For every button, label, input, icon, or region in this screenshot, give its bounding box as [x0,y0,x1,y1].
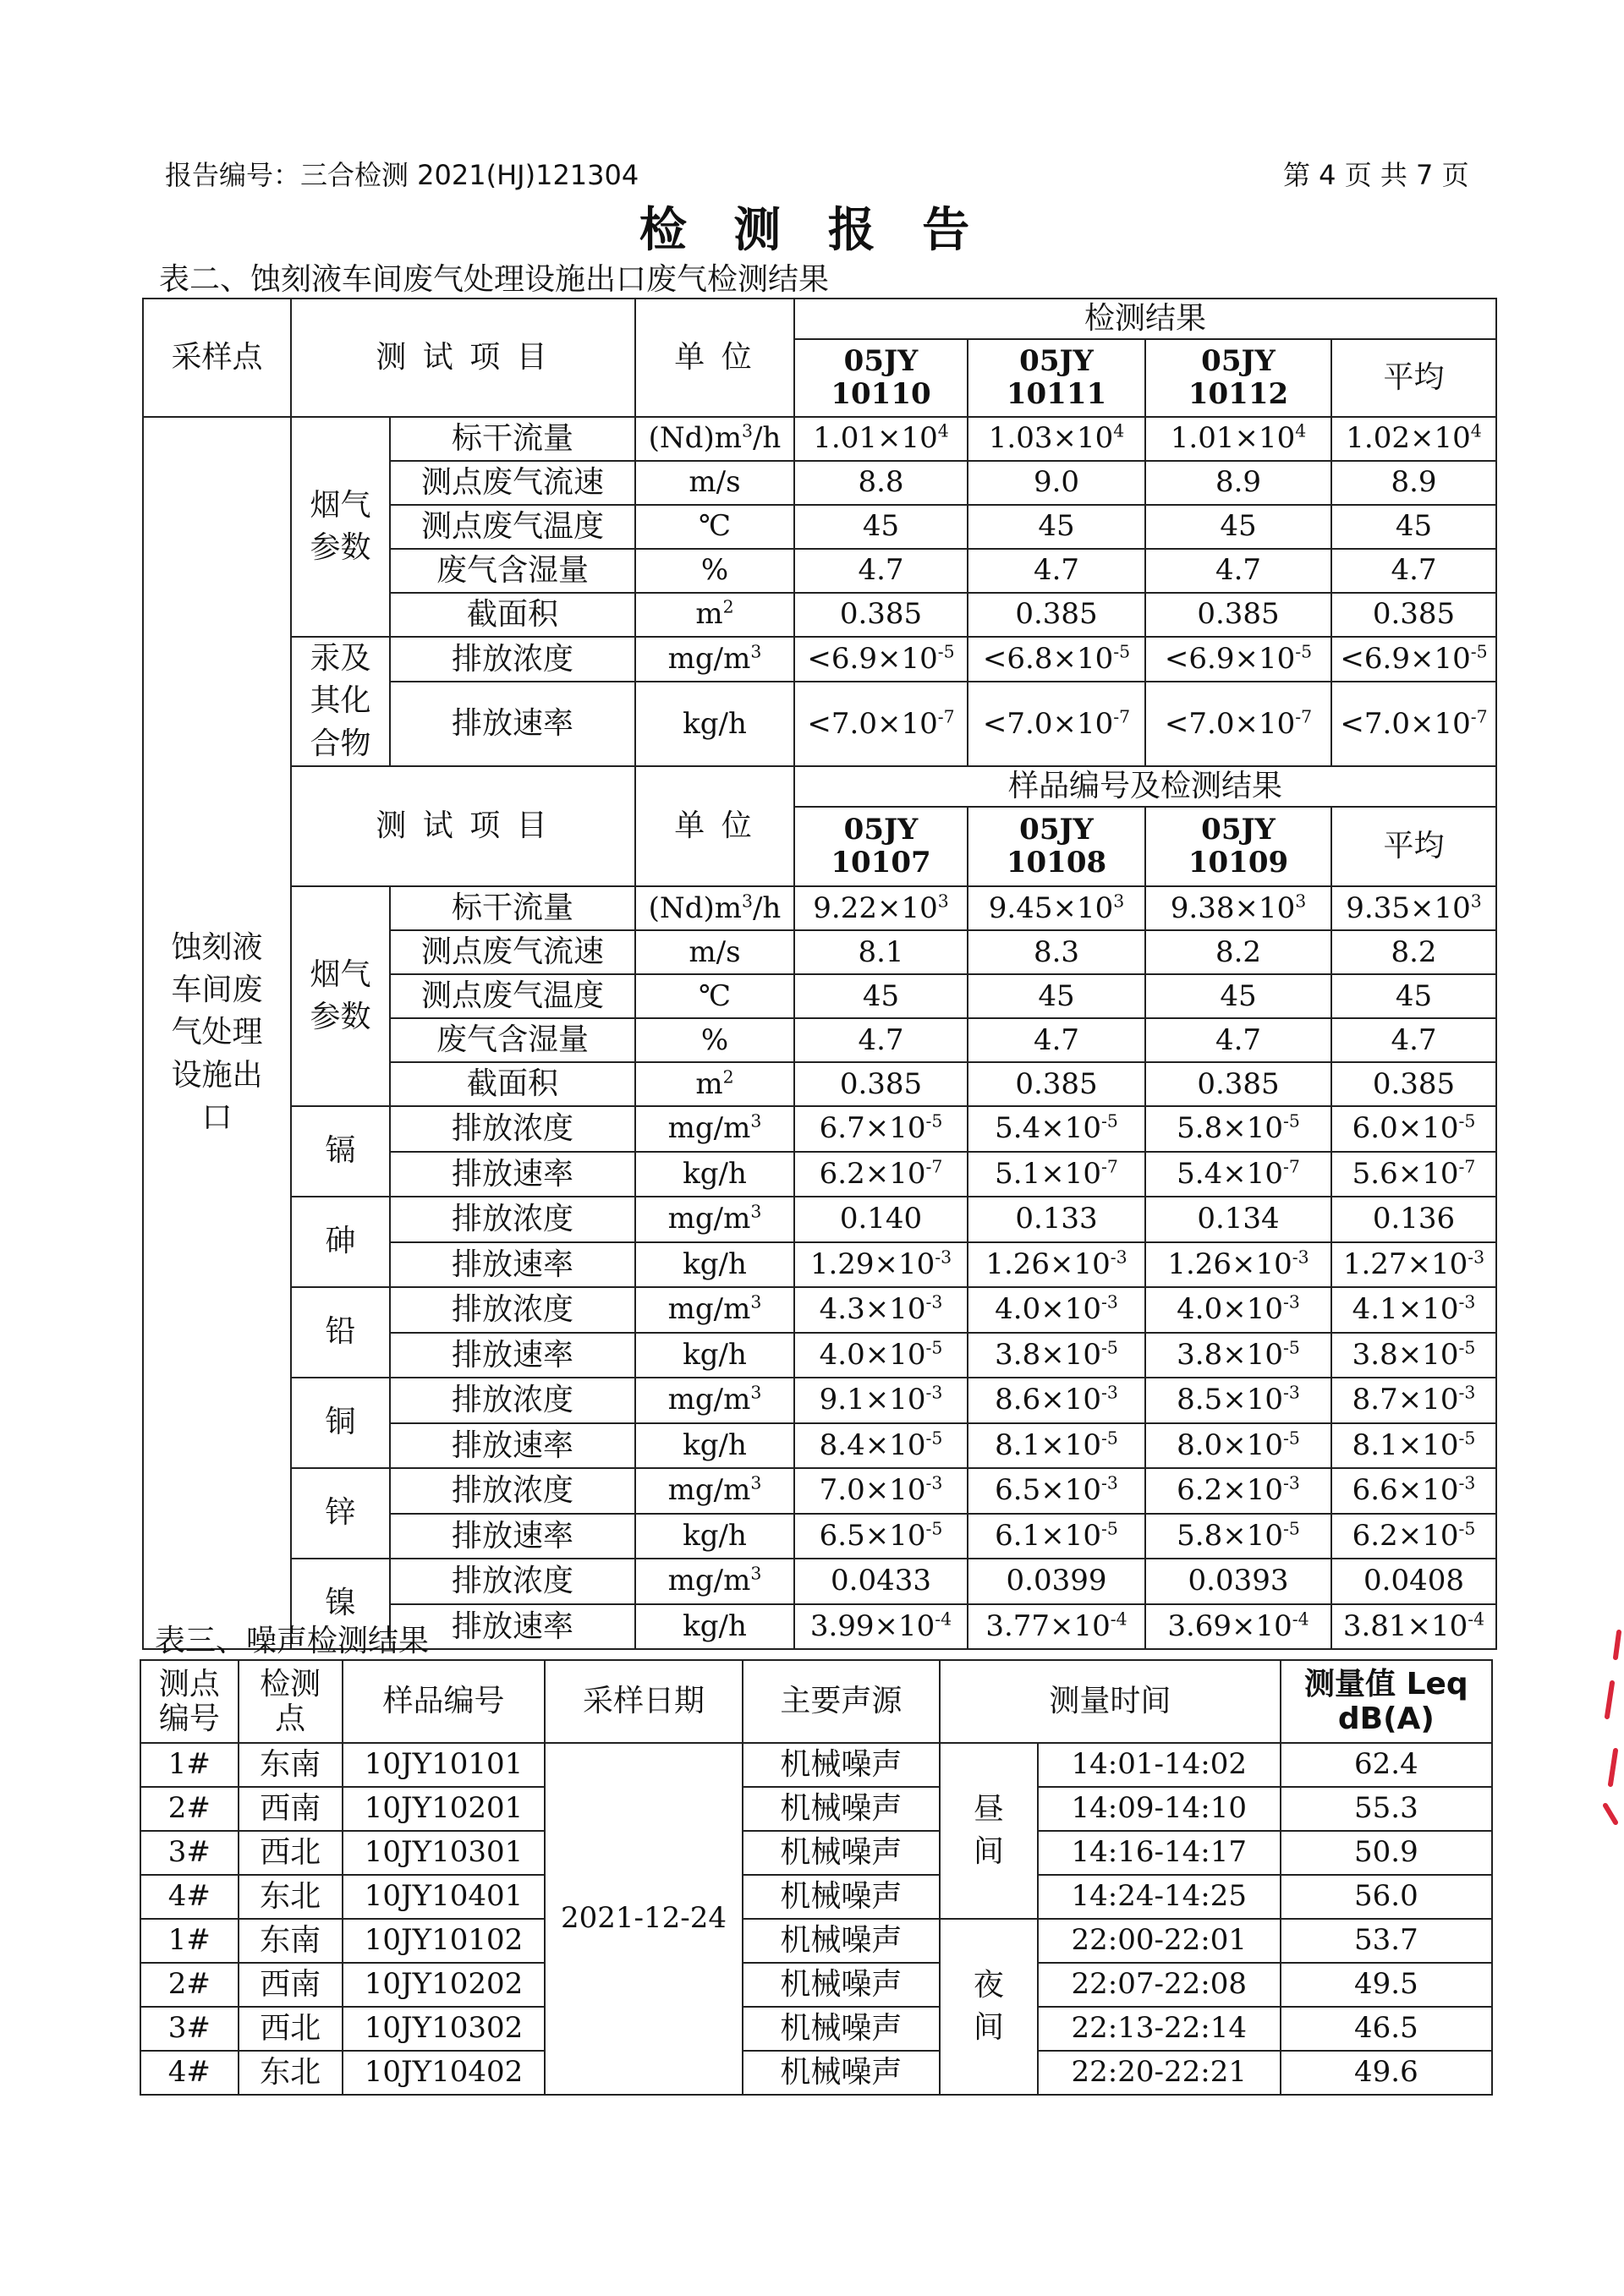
result-value: $1.26\times 10^{-3}$ [1145,1242,1331,1288]
parameter-group: 镉 [291,1106,390,1197]
result-value: $4.0\times 10^{-5}$ [794,1333,968,1378]
table-row [140,1743,1492,1787]
test-item: 排放浓度 [390,1559,635,1604]
col-header-unit-2: 单 位 [635,766,794,886]
result-value: $3.99\times 10^{-4}$ [794,1604,968,1650]
point-location: 西南 [239,1963,343,2007]
unit: $mg/m^3$ [635,1559,794,1604]
parameter-group: 砷 [291,1197,390,1287]
point-location: 西北 [239,2007,343,2051]
sample-no: 10JY10101 [343,1743,546,1787]
col-header-point-no: 测点 编号 [140,1660,239,1743]
point-location: 东北 [239,1875,343,1919]
measure-time: 22:00-22:01 [1038,1919,1281,1963]
result-value: $3.81\times 10^{-4}$ [1331,1604,1496,1650]
col-header-site: 采样点 [143,299,291,417]
result-value: $<6.9\times 10^{-5}$ [1145,637,1331,682]
result-value: $6.1\times 10^{-5}$ [968,1514,1145,1559]
col-header-time: 测量时间 [940,1660,1281,1743]
result-value: $3.8\times 10^{-5}$ [1331,1333,1496,1378]
result-value: 45 [968,974,1145,1018]
sampling-site: 蚀刻液车间废气处理设施出口 [143,417,291,1649]
unit: $m^2$ [635,593,794,637]
unit: $mg/m^3$ [635,1468,794,1514]
sample-no: 10JY10302 [343,2007,546,2051]
parameter-group: 铅 [291,1287,390,1378]
leq-value: 50.9 [1281,1831,1492,1875]
test-item: 排放速率 [390,682,635,766]
result-value: $1.01\times 10^4$ [1145,417,1331,461]
result-value: $1.29\times 10^{-3}$ [794,1242,968,1288]
sample-id: 05JY 10111 [968,339,1145,417]
point-no: 1# [140,1919,239,1963]
col-header-avg: 平均 [1331,339,1496,417]
table3-caption: 表三、噪声检测结果 [155,1624,430,1658]
result-value: 4.7 [1331,1018,1496,1062]
test-item: 废气含湿量 [390,549,635,593]
table-row [140,1919,1492,1963]
result-value: $5.8\times 10^{-5}$ [1145,1106,1331,1152]
sample-no: 10JY10202 [343,1963,546,2007]
noise-source: 机械噪声 [743,1787,940,1831]
leq-value: 53.7 [1281,1919,1492,1963]
measure-time: 14:16-14:17 [1038,1831,1281,1875]
result-value: $1.03\times 10^4$ [968,417,1145,461]
result-value: 4.7 [1331,549,1496,593]
noise-table [140,1659,1493,2096]
result-value: $1.26\times 10^{-3}$ [968,1242,1145,1288]
measure-time: 14:09-14:10 [1038,1787,1281,1831]
point-location: 西北 [239,1831,343,1875]
point-no: 2# [140,1787,239,1831]
result-value: 4.7 [794,1018,968,1062]
table-row [140,2051,1492,2095]
sample-no: 10JY10201 [343,1787,546,1831]
test-item: 排放速率 [390,1152,635,1197]
result-value: 4.7 [794,549,968,593]
measure-time: 22:07-22:08 [1038,1963,1281,2007]
sampling-date: 2021-12-24 [545,1743,742,2095]
result-value: 4.7 [968,549,1145,593]
table-row [143,1287,1496,1333]
result-value: $6.2\times 10^{-7}$ [794,1152,968,1197]
result-value: $<6.9\times 10^{-5}$ [794,637,968,682]
point-no: 3# [140,2007,239,2051]
result-value: 0.385 [1145,593,1331,637]
col-header-item: 测 试 项 目 [291,299,635,417]
test-item: 排放速率 [390,1242,635,1288]
unit: % [635,1018,794,1062]
result-value: $9.35\times 10^3$ [1331,886,1496,930]
col-header-date: 采样日期 [545,1660,742,1743]
parameter-group: 烟气参数 [291,886,390,1106]
unit: $mg/m^3$ [635,1197,794,1242]
result-value: $5.4\times 10^{-7}$ [1145,1152,1331,1197]
leq-value: 49.6 [1281,2051,1492,2095]
sample-no: 10JY10402 [343,2051,546,2095]
result-value: $6.5\times 10^{-5}$ [794,1514,968,1559]
result-value: $1.27\times 10^{-3}$ [1331,1242,1496,1288]
result-value: $6.7\times 10^{-5}$ [794,1106,968,1152]
noise-source: 机械噪声 [743,1831,940,1875]
sample-id: 05JY 10108 [968,807,1145,886]
result-value: 4.7 [1145,549,1331,593]
col-header-point: 检测 点 [239,1660,343,1743]
unit: $(Nd)m^3/h$ [635,417,794,461]
result-value: $5.1\times 10^{-7}$ [968,1152,1145,1197]
table-row [143,886,1496,930]
result-value: $<7.0\times 10^{-7}$ [1331,682,1496,766]
result-value: $6.5\times 10^{-3}$ [968,1468,1145,1514]
point-location: 东南 [239,1919,343,1963]
test-item: 排放浓度 [390,1468,635,1514]
measure-time: 14:01-14:02 [1038,1743,1281,1787]
result-value: 0.385 [1331,1062,1496,1106]
result-value: 4.7 [968,1018,1145,1062]
col-header-item-2: 测 试 项 目 [291,766,635,886]
point-no: 4# [140,2051,239,2095]
col-header-leq: 测量值 Leq dB(A) [1281,1660,1492,1743]
result-value: 0.0393 [1145,1559,1331,1604]
result-value: 0.385 [794,1062,968,1106]
unit: kg/h [635,1604,794,1650]
parameter-group: 锌 [291,1468,390,1559]
table-row [143,1468,1496,1514]
point-no: 1# [140,1743,239,1787]
result-value: $8.1\times 10^{-5}$ [1331,1423,1496,1469]
result-value: 45 [1331,974,1496,1018]
parameter-group: 烟气参数 [291,417,390,637]
result-value: $6.6\times 10^{-3}$ [1331,1468,1496,1514]
sample-id: 05JY 10112 [1145,339,1331,417]
report-title: 检 测 报 告 [639,203,985,258]
test-item: 排放速率 [390,1514,635,1559]
point-location: 东南 [239,1743,343,1787]
test-item: 标干流量 [390,886,635,930]
result-value: 45 [1331,505,1496,549]
result-value: $6.2\times 10^{-3}$ [1145,1468,1331,1514]
page-number: 第 4 页 共 7 页 [1283,159,1469,191]
test-item: 排放速率 [390,1423,635,1469]
unit: $(Nd)m^3/h$ [635,886,794,930]
noise-source: 机械噪声 [743,1743,940,1787]
result-value: $5.4\times 10^{-5}$ [968,1106,1145,1152]
table-row [143,1106,1496,1152]
parameter-group: 镍 [291,1559,390,1649]
result-value: $4.0\times 10^{-3}$ [968,1287,1145,1333]
test-item: 测点废气流速 [390,461,635,505]
result-value: $<7.0\times 10^{-7}$ [1145,682,1331,766]
col-header-source: 主要声源 [743,1660,940,1743]
result-value: $8.5\times 10^{-3}$ [1145,1378,1331,1423]
test-item: 测点废气流速 [390,930,635,974]
result-value: $6.0\times 10^{-5}$ [1331,1106,1496,1152]
test-item: 测点废气温度 [390,974,635,1018]
point-no: 4# [140,1875,239,1919]
result-value: 45 [794,974,968,1018]
result-value: 8.8 [794,461,968,505]
table-row [140,1831,1492,1875]
result-value: $8.7\times 10^{-3}$ [1331,1378,1496,1423]
noise-source: 机械噪声 [743,1963,940,2007]
leq-value: 46.5 [1281,2007,1492,2051]
result-value: 8.9 [1331,461,1496,505]
result-value: $8.1\times 10^{-5}$ [968,1423,1145,1469]
point-location: 东北 [239,2051,343,2095]
result-value: 8.2 [1145,930,1331,974]
table-row [140,1875,1492,1919]
result-value: 0.134 [1145,1197,1331,1242]
result-value: $1.01\times 10^4$ [794,417,968,461]
result-value: $9.38\times 10^3$ [1145,886,1331,930]
measure-time: 22:20-22:21 [1038,2051,1281,2095]
unit: % [635,549,794,593]
result-value: $9.45\times 10^3$ [968,886,1145,930]
table-row [140,1963,1492,2007]
point-no: 2# [140,1963,239,2007]
unit: m/s [635,461,794,505]
result-value: $5.6\times 10^{-7}$ [1331,1152,1496,1197]
noise-source: 机械噪声 [743,2051,940,2095]
result-value: 0.0433 [794,1559,968,1604]
result-value: $7.0\times 10^{-3}$ [794,1468,968,1514]
test-item: 截面积 [390,1062,635,1106]
unit: $m^2$ [635,1062,794,1106]
test-item: 排放速率 [390,1604,635,1650]
result-value: 45 [968,505,1145,549]
unit: kg/h [635,682,794,766]
result-value: $<7.0\times 10^{-7}$ [968,682,1145,766]
table-row [143,1378,1496,1423]
result-value: 4.7 [1145,1018,1331,1062]
sample-no: 10JY10301 [343,1831,546,1875]
leq-value: 56.0 [1281,1875,1492,1919]
table-row [143,1559,1496,1604]
unit: $mg/m^3$ [635,1106,794,1152]
result-value: $<6.8\times 10^{-5}$ [968,637,1145,682]
test-item: 废气含湿量 [390,1018,635,1062]
sample-no: 10JY10102 [343,1919,546,1963]
result-value: $3.8\times 10^{-5}$ [968,1333,1145,1378]
result-value: $4.0\times 10^{-3}$ [1145,1287,1331,1333]
test-item: 截面积 [390,593,635,637]
test-item: 测点废气温度 [390,505,635,549]
parameter-group: 汞及其化合物 [291,637,390,766]
unit: ℃ [635,505,794,549]
result-value: 45 [794,505,968,549]
red-stamp-fragment [1590,1624,1624,1827]
noise-source: 机械噪声 [743,1875,940,1919]
test-item: 排放浓度 [390,1197,635,1242]
result-value: 45 [1145,974,1331,1018]
result-value: $5.8\times 10^{-5}$ [1145,1514,1331,1559]
result-value: $4.3\times 10^{-3}$ [794,1287,968,1333]
result-value: $<7.0\times 10^{-7}$ [794,682,968,766]
result-value: 8.3 [968,930,1145,974]
table-row [143,637,1496,682]
unit: m/s [635,930,794,974]
table2-caption: 表二、蚀刻液车间废气处理设施出口废气检测结果 [159,262,830,297]
result-value: $6.2\times 10^{-5}$ [1331,1514,1496,1559]
test-item: 标干流量 [390,417,635,461]
result-value: 0.0408 [1331,1559,1496,1604]
parameter-group: 铜 [291,1378,390,1468]
period-day: 昼间 [940,1743,1038,1919]
result-value: 9.0 [968,461,1145,505]
result-value: 0.385 [1331,593,1496,637]
result-value: $9.22\times 10^3$ [794,886,968,930]
leq-value: 62.4 [1281,1743,1492,1787]
col-header-result-2: 样品编号及检测结果 [794,766,1496,807]
unit: $mg/m^3$ [635,637,794,682]
unit: $mg/m^3$ [635,1378,794,1423]
point-no: 3# [140,1831,239,1875]
measure-time: 22:13-22:14 [1038,2007,1281,2051]
result-value: $9.1\times 10^{-3}$ [794,1378,968,1423]
unit: kg/h [635,1333,794,1378]
report-number: 报告编号：三合检测 2021(HJ)121304 [165,159,639,191]
result-value: $3.8\times 10^{-5}$ [1145,1333,1331,1378]
col-header-result: 检测结果 [794,299,1496,339]
sample-id: 05JY 10109 [1145,807,1331,886]
result-value: 8.2 [1331,930,1496,974]
point-location: 西南 [239,1787,343,1831]
table-row [140,1787,1492,1831]
result-value: 0.385 [968,1062,1145,1106]
result-value: $3.69\times 10^{-4}$ [1145,1604,1331,1650]
test-item: 排放浓度 [390,1378,635,1423]
result-value: 8.1 [794,930,968,974]
unit: kg/h [635,1514,794,1559]
col-header-sample: 样品编号 [343,1660,546,1743]
sample-no: 10JY10401 [343,1875,546,1919]
result-value: 0.140 [794,1197,968,1242]
period-night: 夜间 [940,1919,1038,2095]
col-header-avg-2: 平均 [1331,807,1496,886]
result-value: $4.1\times 10^{-3}$ [1331,1287,1496,1333]
table-row [140,2007,1492,2051]
result-value: $1.02\times 10^4$ [1331,417,1496,461]
table-row [143,417,1496,461]
exhaust-gas-table [142,298,1497,1650]
result-value: 0.133 [968,1197,1145,1242]
result-value: $3.77\times 10^{-4}$ [968,1604,1145,1650]
result-value: 0.136 [1331,1197,1496,1242]
col-header-unit: 单 位 [635,299,794,417]
test-item: 排放速率 [390,1333,635,1378]
noise-source: 机械噪声 [743,1919,940,1963]
unit: $mg/m^3$ [635,1287,794,1333]
leq-value: 55.3 [1281,1787,1492,1831]
unit: ℃ [635,974,794,1018]
leq-value: 49.5 [1281,1963,1492,2007]
test-item: 排放浓度 [390,1106,635,1152]
table-row [143,1197,1496,1242]
test-item: 排放浓度 [390,637,635,682]
unit: kg/h [635,1423,794,1469]
result-value: 8.9 [1145,461,1331,505]
unit: kg/h [635,1152,794,1197]
result-value: $<6.9\times 10^{-5}$ [1331,637,1496,682]
noise-source: 机械噪声 [743,2007,940,2051]
result-value: $8.6\times 10^{-3}$ [968,1378,1145,1423]
result-value: 45 [1145,505,1331,549]
test-item: 排放浓度 [390,1287,635,1333]
result-value: $8.0\times 10^{-5}$ [1145,1423,1331,1469]
result-value: 0.0399 [968,1559,1145,1604]
measure-time: 14:24-14:25 [1038,1875,1281,1919]
result-value: 0.385 [1145,1062,1331,1106]
result-value: 0.385 [968,593,1145,637]
result-value: 0.385 [794,593,968,637]
sample-id: 05JY 10110 [794,339,968,417]
unit: kg/h [635,1242,794,1288]
sample-id: 05JY 10107 [794,807,968,886]
result-value: $8.4\times 10^{-5}$ [794,1423,968,1469]
